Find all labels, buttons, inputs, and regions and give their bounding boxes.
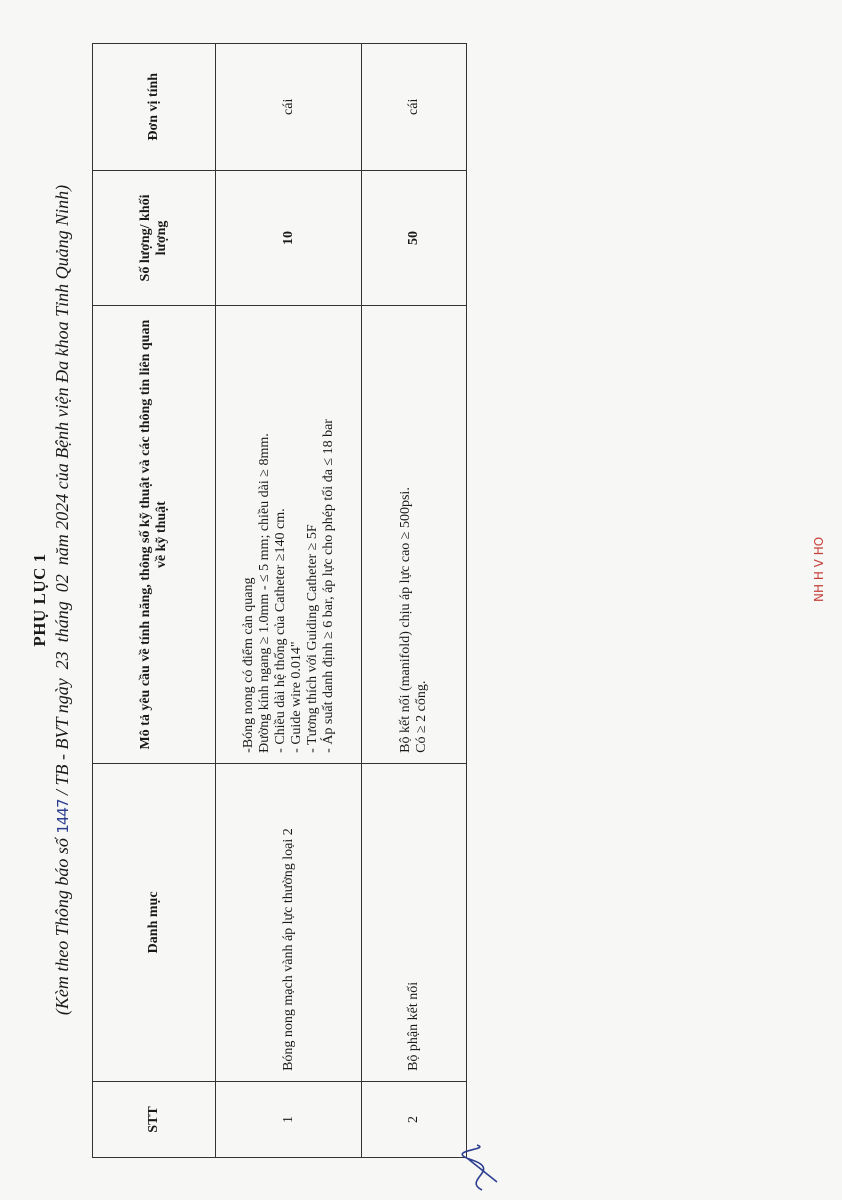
red-stamp-fragment xyxy=(812,522,842,602)
header-unit: Đơn vị tính xyxy=(93,44,216,171)
subtitle-month: 02 xyxy=(52,574,72,593)
row-name: Bóng nong mạch vành áp lực thường loại 2 xyxy=(216,763,362,1081)
table-header-row xyxy=(93,44,216,1158)
row-qty: 50 xyxy=(362,170,467,306)
desc-line: Đường kính ngang ≥ 1.0mm - ≤ 5 mm; chiều dài ≥ 8mm. xyxy=(256,433,272,753)
header-desc: Mô tả yêu cầu về tính năng, thông số kỹ thuật và các thông tin liên quan về kỹ thuật xyxy=(93,306,216,763)
row-unit: cái xyxy=(362,44,467,171)
table-row xyxy=(362,44,467,1158)
desc-line: - Chiều dài hệ thống của Catheter ≥140 cm. xyxy=(272,508,288,753)
page-subtitle xyxy=(52,0,73,1200)
header-name: Danh mục xyxy=(93,763,216,1081)
header-qty: Số lượng/ khối lượng xyxy=(93,170,216,306)
subtitle-suffix: năm 2024 của Bệnh viện Đa khoa Tỉnh Quảng Ninh) xyxy=(52,184,72,566)
page-title: PHỤ LỤC 1 xyxy=(30,553,49,647)
stamp-text: H V xyxy=(812,559,826,581)
desc-line: -Bóng nong có điểm cản quang xyxy=(240,577,256,753)
handwritten-doc-number: 1447 xyxy=(54,799,72,834)
row-unit: cái xyxy=(216,44,362,171)
row-stt: 2 xyxy=(362,1081,467,1157)
subtitle-prefix: (Kèm theo Thông báo số xyxy=(52,838,72,1016)
desc-line: - Tương thích với Guiding Catheter ≥ 5F xyxy=(304,524,320,753)
desc-line: - Áp suất danh định ≥ 6 bar, áp lực cho phép tối đa ≤ 18 bar xyxy=(320,419,336,753)
subtitle-day: 23 xyxy=(52,651,72,670)
desc-line: Bộ kết nối (manifold) chịu áp lực cao ≥ 500psi. xyxy=(398,487,413,753)
desc-line: Có ≥ 2 cổng. xyxy=(414,680,429,753)
row-qty: 10 xyxy=(216,170,362,306)
subtitle-mid: / TB - BVT ngày xyxy=(52,678,72,795)
signature-mark xyxy=(452,1140,512,1200)
table-row xyxy=(216,44,362,1158)
row-desc xyxy=(362,306,467,763)
stamp-text: NH xyxy=(812,584,826,602)
desc-line: - Guide wire 0.014" xyxy=(288,641,304,753)
row-stt: 1 xyxy=(216,1081,362,1157)
subtitle-month-label: tháng xyxy=(52,601,72,643)
row-desc xyxy=(216,306,362,763)
stamp-text: HO xyxy=(812,536,826,556)
spec-table xyxy=(92,43,467,1158)
header-stt: STT xyxy=(93,1081,216,1157)
row-name: Bộ phận kết nối xyxy=(362,763,467,1081)
